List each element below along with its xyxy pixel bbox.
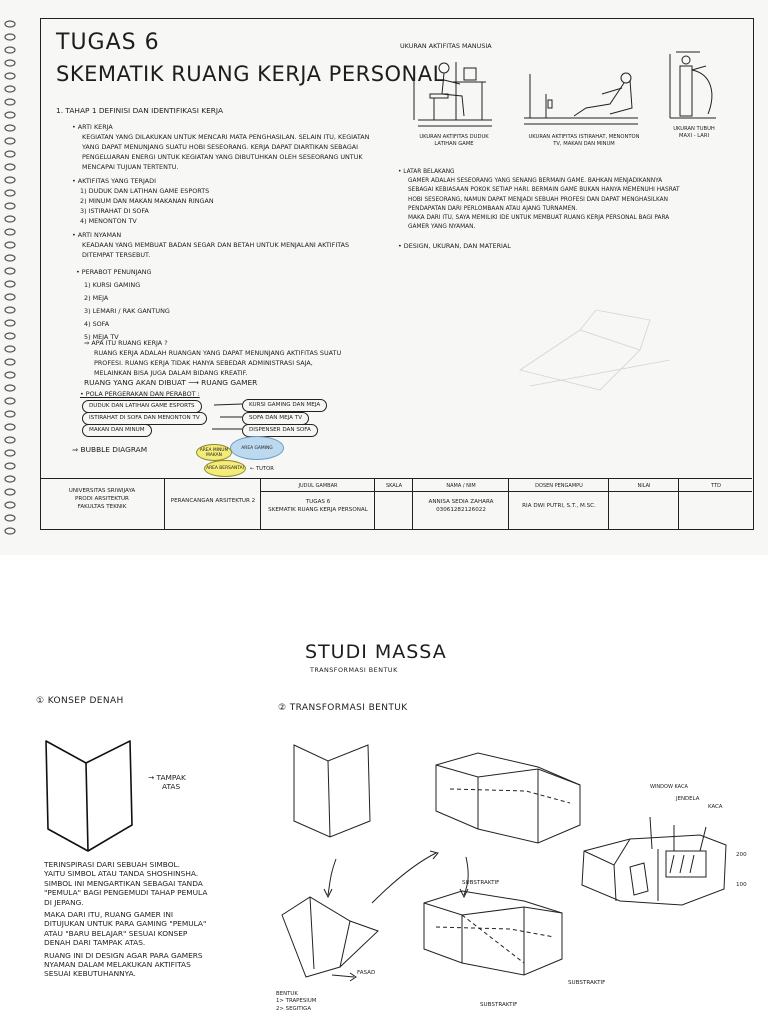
transform-plan: [270, 885, 390, 995]
spiral-ring: [5, 190, 15, 196]
bentuk-label: [276, 991, 316, 1013]
text-line: PENGELUARAN ENERGI UNTUK KEGIATAN YANG DIBUTUHKAN OLEH SESEORANG UNTUK: [82, 153, 363, 161]
spiral-ring: [5, 47, 15, 53]
transform-step2: [430, 745, 590, 855]
list-item: 5) MEJA TV: [84, 333, 119, 341]
text-line: RUANG KERJA ADALAH RUANGAN YANG DAPAT MENUNJANG AKTIFITAS SUATU: [94, 349, 342, 357]
spiral-ring: [5, 307, 15, 313]
apa-itu-section: [84, 338, 384, 378]
spiral-ring: [5, 476, 15, 482]
latar-section: [398, 168, 744, 232]
tb-judul: [260, 479, 375, 529]
dosen-header: DOSEN PENGAMPU: [535, 483, 583, 489]
sheet-studi-massa: [0, 555, 768, 1024]
pola-pill-right: DISPENSER DAN SOFA: [242, 424, 318, 437]
list-item: 3) ISTIRAHAT DI SOFA: [80, 207, 149, 215]
title-block: [40, 478, 752, 529]
text-line: TERINSPIRASI DARI SEBUAH SIMBOL.: [44, 860, 181, 869]
skala-header: SKALA: [385, 483, 403, 489]
figure-seated-gaming: [408, 54, 498, 134]
text-line: DITUJUKAN UNTUK PARA GAMING "PEMULA": [44, 919, 207, 929]
text-line: DENAH DARI TAMPAK ATAS.: [44, 938, 146, 948]
subtraktif-label: SUBSTRAKTIF: [568, 980, 606, 986]
figure-caption: UKURAN AKTIFITAS ISTIRAHAT, MENONTON TV, MAKAN DAN MINUM: [528, 134, 640, 147]
fasad-label: FASAD: [357, 970, 376, 976]
text-line: SESUAI KEBUTUHANNYA.: [44, 969, 136, 979]
spiral-ring: [5, 398, 15, 404]
spiral-ring: [5, 177, 15, 183]
pola-pill-left: DUDUK DAN LATIHAN GAME ESPORTS: [82, 400, 202, 413]
text-line: PENDAPATAN DARI PERLOMBAAN ATAU AJANG TURNAMEN.: [408, 205, 578, 212]
spiral-ring: [5, 320, 15, 326]
text-line: MAKA DARI ITU, SAYA MEMILIKI IDE UNTUK MEMBUAT RUANG KERJA PERSONAL BAGI PARA: [408, 215, 670, 222]
erased-sketch: [500, 290, 700, 410]
ukuran-heading: UKURAN AKTIFITAS MANUSIA: [400, 42, 492, 50]
tb-nilai: [608, 479, 679, 529]
nama-value: ANNISA SEDIA ZAHARA: [428, 499, 494, 505]
arti-kerja-section: [72, 122, 402, 172]
subtraktif-label: SUBSTRAKTIF: [462, 880, 500, 886]
judul-header: JUDUL GAMBAR: [298, 483, 338, 489]
perabot-section: [76, 266, 276, 344]
figure-reclining: [522, 64, 642, 134]
pola-pill-left: MAKAN DAN MINUM: [82, 424, 152, 437]
aktifitas-label: • AKTIFITAS YANG TERJADI: [72, 177, 156, 185]
spiral-ring: [5, 450, 15, 456]
spiral-ring: [5, 255, 15, 261]
bubble-area-santai: AREA BERSANTAI: [204, 460, 246, 477]
text-line: MENCAPAI TUJUAN TERTENTU.: [82, 163, 179, 171]
pola-label: • POLA PERGERAKAN DAN PERABOT :: [80, 390, 200, 398]
transformasi-heading: ② TRANSFORMASI BENTUK: [278, 703, 408, 713]
spiral-ring: [5, 515, 15, 521]
text-line: KEADAAN YANG MEMBUAT BADAN SEGAR DAN BETAH UNTUK MENJALANI AKTIFITAS: [82, 241, 350, 249]
text-line: PROFESI. RUANG KERJA TIDAK HANYA SEBEDAR ADMINISTRASI SAJA,: [94, 359, 313, 367]
dosen-value: RIA DWI PUTRI, S.T., M.SC.: [522, 503, 596, 509]
spiral-ring: [5, 99, 15, 105]
pola-pill-right: SOFA DAN MEJA TV: [242, 412, 309, 425]
spiral-ring: [5, 359, 15, 365]
judul-line: TUGAS 6: [305, 499, 331, 505]
list-item: 1) KURSI GAMING: [84, 281, 141, 289]
nilai-header: NILAI: [637, 483, 651, 489]
spiral-ring: [5, 372, 15, 378]
spiral-ring: [5, 281, 15, 287]
konsep-text: [44, 860, 274, 979]
text-line: GAMER ADALAH SESEORANG YANG SENANG BERMAIN GAME. BAHKAN MENJADIKANNYA: [408, 178, 663, 185]
text-line: MELAINKAN BISA JUGA DALAM BIDANG KREATIF.: [94, 369, 248, 377]
text-line: MAKA DARI ITU, RUANG GAMER INI: [44, 910, 174, 920]
transform-final: [570, 815, 750, 925]
spiral-ring: [5, 294, 15, 300]
text-line: DITEMPAT TERSEBUT.: [82, 251, 151, 259]
design-label: • DESIGN, UKURAN, DAN MATERIAL: [398, 242, 511, 250]
spiral-ring: [5, 333, 15, 339]
studi-subtitle: TRANSFORMASI BENTUK: [310, 666, 398, 674]
studi-title: STUDI MASSA: [305, 641, 447, 663]
dim-label: 200: [736, 852, 747, 858]
pola-connectors: [212, 403, 244, 433]
spiral-ring: [5, 138, 15, 144]
spiral-ring: [5, 125, 15, 131]
text-line: DI JEPANG.: [44, 897, 84, 907]
spiral-ring: [5, 164, 15, 170]
text-line: YAITU SIMBOL ATAU TANDA SHOSHINSHA.: [44, 869, 199, 879]
konsep-heading: ① KONSEP DENAH: [36, 696, 124, 706]
spiral-ring: [5, 229, 15, 235]
tampak-line: → TAMPAK: [148, 773, 186, 782]
figure-caption: UKURAN TUBUH MAXI - LARI: [673, 126, 715, 139]
spiral-ring: [5, 73, 15, 79]
spiral-ring: [5, 34, 15, 40]
tb-university: [40, 479, 164, 529]
perabot-label: • PERABOT PENUNJANG: [76, 268, 152, 276]
arti-kerja-label: • ARTI KERJA: [72, 123, 113, 131]
list-item: 2) MEJA: [84, 294, 109, 302]
spiral-ring: [5, 411, 15, 417]
pola-pill-left: ISTIRAHAT DI SOFA DAN MENONTON TV: [82, 412, 207, 425]
spiral-ring: [5, 151, 15, 157]
text-line: BENTUK: [276, 991, 298, 997]
spiral-ring: [5, 489, 15, 495]
nama-header: NAMA / NIM: [446, 483, 476, 489]
text-line: GAMER YANG NYAMAN.: [408, 224, 476, 231]
sheet-title: TUGAS 6: [56, 30, 160, 55]
university-line: PRODI ARSITEKTUR: [75, 496, 129, 502]
list-item: 1) DUDUK DAN LATIHAN GAME ESPORTS: [80, 187, 210, 195]
text-line: ATAU "BARU BELAJAR" SESUAI KONSEP: [44, 928, 188, 938]
konsep-sketch: [40, 733, 140, 858]
jendela-label: JENDELA: [676, 796, 700, 802]
text-line: KEGIATAN YANG DILAKUKAN UNTUK MENCARI MATA PENGHASILAN. SELAIN ITU, KEGIATAN: [82, 133, 370, 141]
spiral-ring: [5, 60, 15, 66]
text-line: SEBAGAI KEBIASAAN POKOK SETIAP HARI. BERMAIN GAME BUKAN HANYA MEMENUHI HASRAT: [408, 187, 680, 194]
tb-ttd: [678, 479, 753, 529]
arti-nyaman-label: • ARTI NYAMAN: [72, 231, 122, 239]
aktifitas-section: [72, 176, 322, 226]
spiral-ring: [5, 21, 15, 27]
spiral-ring: [5, 242, 15, 248]
spiral-ring: [5, 86, 15, 92]
bubble-tutor-label: ← TUTOR: [250, 466, 274, 472]
spiral-ring: [5, 424, 15, 430]
tb-skala: [374, 479, 413, 529]
tampak-label: [148, 773, 186, 792]
dim-label: 100: [736, 882, 747, 888]
tb-course: [164, 479, 261, 529]
paragraph: [44, 910, 274, 948]
tb-nama: [412, 479, 509, 529]
text-line: 2> SEGITIGA: [276, 1005, 312, 1012]
judul-line: SKEMATIK RUANG KERJA PERSONAL: [268, 507, 368, 513]
course-name: PERANCANGAN ARSITEKTUR 2: [170, 498, 256, 504]
transform-step3: [420, 875, 570, 985]
apa-itu-label: ⇒ APA ITU RUANG KERJA ?: [84, 339, 168, 347]
list-item: 4) MENONTON TV: [80, 217, 137, 225]
ttd-header: TTD: [711, 483, 721, 489]
window-kaca-label: WINDOW KACA: [650, 784, 688, 790]
spiral-ring: [5, 528, 15, 534]
tb-dosen: [508, 479, 609, 529]
tampak-line: ATAS: [162, 782, 181, 792]
step-heading: 1. TAHAP 1 DEFINISI DAN IDENTIFIKASI KERJA: [56, 106, 224, 115]
spiral-ring: [5, 346, 15, 352]
spiral-binding: [2, 18, 18, 538]
figure-caption: UKURAN AKTIFITAS DUDUK LATIHAN GAME: [419, 134, 489, 147]
subtraktif-label: SUBSTRAKTIF: [480, 1002, 518, 1008]
list-item: 2) MINUM DAN MAKAN MAKANAN RINGAN: [80, 197, 214, 205]
text-line: SIMBOL INI MENGARTIKAN SEBAGAI TANDA: [44, 878, 203, 888]
spiral-ring: [5, 112, 15, 118]
text-line: HOBI SESEORANG, NAMUN DAPAT MENJADI SEBUAH PROFESI DAN DAPAT MENGHASILKAN: [408, 196, 668, 203]
paragraph: [44, 951, 274, 979]
nim-value: 03061282126022: [436, 507, 486, 513]
bubble-area-gaming: AREA GAMING: [230, 436, 284, 460]
list-item: 3) LEMARI / RAK GANTUNG: [84, 307, 170, 315]
university-line: FAKULTAS TEKNIK: [77, 504, 127, 510]
paragraph: [44, 860, 274, 907]
text-line: NYAMAN DALAM MELAKUKAN AKTIFITAS: [44, 960, 191, 970]
pola-pill-right: KURSI GAMING DAN MEJA: [242, 399, 327, 412]
spiral-ring: [5, 268, 15, 274]
figure-standing: [666, 48, 726, 128]
latar-label: • LATAR BELAKANG: [398, 169, 455, 175]
spiral-ring: [5, 385, 15, 391]
ruang-dibuat: RUANG YANG AKAN DIBUAT ⟶ RUANG GAMER: [84, 378, 258, 387]
text-line: RUANG INI DI DESIGN AGAR PARA GAMERS: [44, 950, 203, 960]
spiral-ring: [5, 216, 15, 222]
spiral-ring: [5, 502, 15, 508]
text-line: YANG DAPAT MENUNJANG SUATU HOBI SESEORANG. KERJA DAPAT DIARTIKAN SEBAGAI: [82, 143, 359, 151]
text-line: "PEMULA" BAGI PENGEMUDI TAHAP PEMULA: [44, 888, 208, 898]
bubble-area-minum: AREA MINUM MAKAN: [196, 444, 232, 461]
text-line: 1> TRAPESIUM: [276, 998, 317, 1005]
kaca-label: KACA: [708, 804, 723, 810]
university-line: UNIVERSITAS SRIWIJAYA: [68, 488, 136, 494]
spiral-ring: [5, 437, 15, 443]
list-item: 4) SOFA: [84, 320, 110, 328]
sheet-subtitle: SKEMATIK RUANG KERJA PERSONAL: [56, 62, 445, 86]
spiral-ring: [5, 203, 15, 209]
tb-header-rule: [260, 491, 752, 492]
bubble-heading: ⇒ BUBBLE DIAGRAM: [72, 445, 148, 454]
arti-nyaman-section: [72, 230, 402, 260]
spiral-ring: [5, 463, 15, 469]
